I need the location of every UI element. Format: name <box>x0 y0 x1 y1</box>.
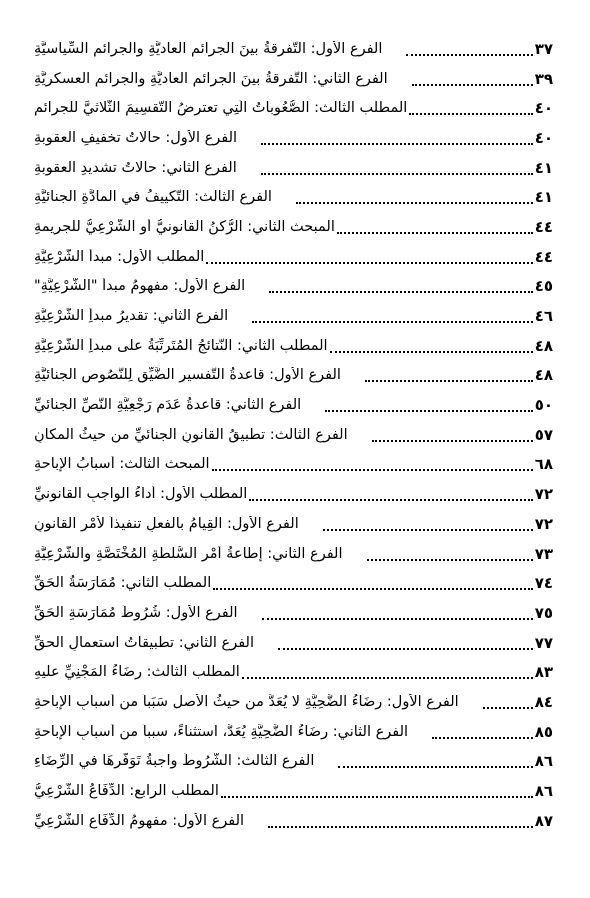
toc-entry-page-number: ٤٤ <box>534 217 553 236</box>
toc-entry-page-number: ٤٠ <box>534 128 553 147</box>
toc-entry <box>34 93 553 123</box>
dot-leader <box>365 364 533 382</box>
dot-leader <box>242 661 533 679</box>
toc-entry-page-number: ٨٦ <box>534 782 553 801</box>
dot-leader <box>325 394 532 412</box>
toc-entry-title: المطلب الثالث: رِضَاءُ المَجْنِيِّ عليهِ <box>34 664 240 681</box>
toc-entry <box>34 776 553 806</box>
toc-entry-page-number: ٣٧ <box>534 39 553 58</box>
toc-entry-page-number: ٨٦ <box>534 752 553 771</box>
toc-entry-title: المطلب الثاني: النَّتائجُ المُتَرتِّبَةُ على مبدأِ الشَّرْعِيَّةِ <box>34 337 328 354</box>
dot-leader <box>337 216 533 234</box>
toc-entry-title: المطلب الثالث: الصُّعُوباتُ الَّتِي تعترِضُ التَّقسِيمَ الثُّلاثيَّ للجرائم <box>34 100 408 117</box>
toc-entry-page-number: ٤٦ <box>534 307 553 326</box>
dot-leader <box>412 68 533 86</box>
toc-entry <box>34 390 553 420</box>
toc-entry-title: الفرع الأول: شُرُوطُ مُمَارَسَةِ الحَقِّ <box>34 604 238 621</box>
toc-entry <box>34 628 553 658</box>
dot-leader <box>249 483 532 501</box>
toc-entry-page-number: ٧٤ <box>534 574 553 593</box>
dot-leader <box>268 810 533 828</box>
dot-leader <box>262 602 533 620</box>
toc-entry-title: الفرع الأول: رِضَاءُ الضَّحِيَّةِ لا يُعَدُّ من حيثُ الأصل سَبَباً من أسبابِ الإباحةِ <box>34 693 459 710</box>
toc-entry-page-number: ٤٤ <box>534 247 553 266</box>
toc-entry <box>34 479 553 509</box>
toc-entry <box>34 717 553 747</box>
toc-entry-page-number: ٧٧ <box>534 633 553 652</box>
toc-entry <box>34 212 553 242</box>
toc-entry-page-number: ٤٠ <box>534 99 553 118</box>
toc-entry <box>34 123 553 153</box>
toc-entry-title: الفرع الثاني: حالاتُ تشديدِ العقوبةِ <box>34 159 237 176</box>
toc-entry <box>34 301 553 331</box>
toc-entry <box>34 331 553 361</box>
toc-entry <box>34 242 553 272</box>
toc-entry-page-number: ٧٢ <box>534 514 553 533</box>
dot-leader <box>372 424 533 442</box>
toc-entry-page-number: ٤٨ <box>534 366 553 385</box>
toc-entry-page-number: ٨٣ <box>534 663 553 682</box>
dot-leader <box>252 305 533 323</box>
dot-leader <box>406 38 532 56</box>
toc-entry-title: الفرع الثاني: تطبيقاتُ استعمالِ الحقِّ <box>34 634 254 651</box>
toc-entry <box>34 272 553 302</box>
dot-leader <box>296 186 533 204</box>
toc-entry-title: الفرع الأول: مفهومُ مبدأ "الشَّرْعِيَّةِ" <box>34 278 246 295</box>
toc-entry-page-number: ٥٧ <box>534 425 553 444</box>
toc-entry <box>34 687 553 717</box>
toc-entry <box>34 568 553 598</box>
dot-leader <box>261 127 533 145</box>
toc-entry-page-number: ٨٧ <box>534 811 553 830</box>
toc-entry-page-number: ٤٥ <box>534 277 553 296</box>
toc-entry <box>34 657 553 687</box>
toc-entry-title: المبحث الثالث: أسبابُ الإباحةِ <box>34 456 210 473</box>
toc-entry-page-number: ٧٣ <box>534 544 553 563</box>
toc-entry-title: المطلب الأول: أداءُ الواجبِ القانونيِّ <box>34 486 248 503</box>
toc-entry-title: الفرع الثاني: قاعدةُ عَدَمِ رَجْعِيَّةِ النَّصِّ الجنائيِّ <box>34 397 302 414</box>
toc-entry <box>34 361 553 391</box>
dot-leader <box>269 275 533 293</box>
dot-leader <box>367 543 533 561</box>
dot-leader <box>323 513 533 531</box>
toc-entry-title: المطلب الأول: مبدأُ الشَّرْعِيَّةِ <box>34 248 205 265</box>
dot-leader <box>278 632 533 650</box>
toc-entry-page-number: ٦٨ <box>534 455 553 474</box>
toc-entry-page-number: ٤١ <box>534 188 553 207</box>
toc-entry-page-number: ٤٨ <box>534 336 553 355</box>
toc-entry-page-number: ٧٥ <box>534 603 553 622</box>
toc-entry-page-number: ٣٩ <box>534 69 553 88</box>
table-of-contents <box>34 34 553 836</box>
toc-entry-title: المطلب الثاني: مُمَارَسَةُ الحَقِّ <box>34 575 212 592</box>
dot-leader <box>483 691 533 709</box>
toc-entry-page-number: ٧٢ <box>534 485 553 504</box>
toc-entry <box>34 34 553 64</box>
toc-entry-title: المبحث الثاني: الرُّكنُ القانونيُّ أو الشَّرْعِيُّ للجريمةِ <box>34 218 335 235</box>
dot-leader <box>330 335 533 353</box>
dot-leader <box>221 780 533 798</box>
toc-entry-title: الفرع الأول: القِيامُ بالفعلِ تنفيذاً لأمْرِ القانونِ <box>34 515 299 532</box>
dot-leader <box>338 750 532 768</box>
dot-leader <box>409 97 532 115</box>
toc-entry <box>34 539 553 569</box>
toc-entry-page-number: ٥٠ <box>534 396 553 415</box>
toc-entry-title: الفرع الأول: قاعدةُ التَّفسيرِ الضَّيِّقِ لِلنُّصُوصِ الجنائيَّةِ <box>34 367 341 384</box>
toc-entry-page-number: ٤١ <box>534 158 553 177</box>
toc-entry <box>34 450 553 480</box>
toc-entry-title: الفرع الثاني: تقديرُ مبدأِ الشَّرْعِيَّةِ <box>34 308 229 325</box>
toc-entry <box>34 747 553 777</box>
toc-entry <box>34 598 553 628</box>
toc-entry-title: الفرع الثاني: رِضَاءُ الضَّحِيَّةِ يُعَدُّ، استثناءً، سبباً من أسبابِ الإباحةِ <box>34 723 409 740</box>
dot-leader <box>432 721 533 739</box>
dot-leader <box>212 453 533 471</box>
toc-entry-title: الفرع الثالث: تطبيقُ القانونِ الجنائيِّ من حيثُ المكانِ <box>34 426 348 443</box>
dot-leader <box>213 572 532 590</box>
toc-entry-title: الفرع الثاني: إطاعةُ أمْرِ السُّلْطةِ المُخْتَصَّةِ والشَّرْعِيَّةِ <box>34 545 343 562</box>
toc-entry <box>34 182 553 212</box>
dot-leader <box>261 157 533 175</box>
toc-entry-page-number: ٨٥ <box>534 722 553 741</box>
toc-entry <box>34 153 553 183</box>
toc-entry-title: الفرع الثالث: الشُّرُوطُ واجبةُ تَوَفُّرِهَا في الرِّضَاءِ <box>34 753 315 770</box>
toc-entry-title: الفرع الأول: حالاتُ تخفيفِ العقوبةِ <box>34 129 238 146</box>
toc-entry <box>34 64 553 94</box>
toc-entry-title: الفرع الأول: مفهومُ الدِّفَاعِ الشَّرْعِيِّ <box>34 812 245 829</box>
toc-entry-title: الفرع الأول: التَّفرقةُ بينَ الجرائمِ العاديَّةِ والجرائمِ السِّياسيَّةِ <box>34 40 383 57</box>
toc-entry-title: المطلب الرابع: الدِّفَاعُ الشَّرْعِيُّ <box>34 783 219 800</box>
toc-entry-page-number: ٨٤ <box>534 692 553 711</box>
toc-entry-title: الفرع الثالث: التَّكييفُ في المادَّةِ الجنائيَّةِ <box>34 189 272 206</box>
toc-entry <box>34 420 553 450</box>
dot-leader <box>206 246 532 264</box>
toc-entry <box>34 806 553 836</box>
toc-entry <box>34 509 553 539</box>
toc-entry-title: الفرع الثاني: التَّفرقةُ بينَ الجرائمِ العاديَّةِ والجرائمِ العسكريَّةِ <box>34 70 388 87</box>
